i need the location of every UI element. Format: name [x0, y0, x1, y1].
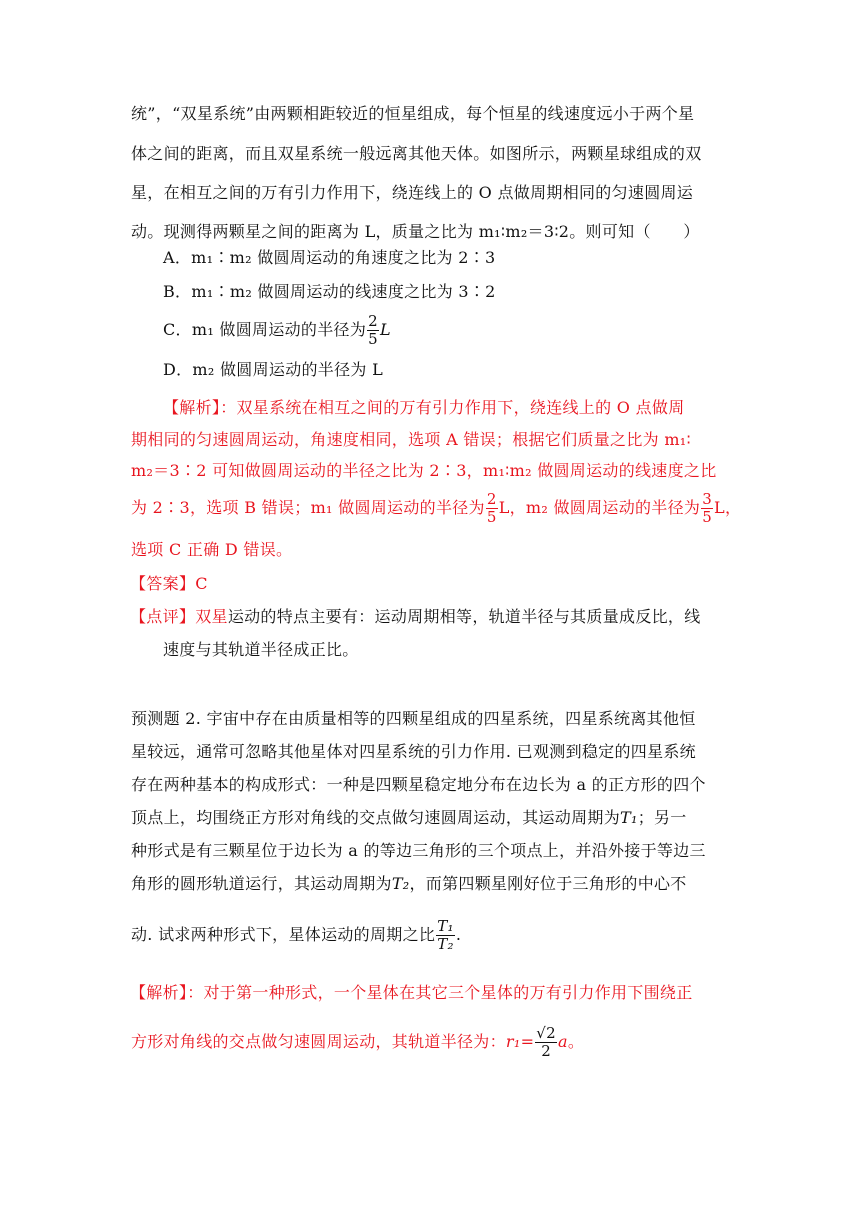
q2-line-6 — [131, 874, 731, 894]
q2-text: ；另一 — [637, 808, 687, 827]
analysis-text: L， — [714, 498, 742, 517]
q2-analysis-line-1: 【解析】：对于第一种形式，一个星体在其它三个星体的万有引力作用下围绕正 — [130, 983, 693, 1002]
answer-value: C — [195, 574, 208, 593]
q1-answer — [130, 574, 730, 594]
fraction-numerator: 3 — [702, 490, 713, 508]
q1-stem-line-3: 星，在相互之间的万有引力作用下，绕连线上的 O 点做周期相同的匀速圆周运 — [131, 183, 694, 202]
q2-line-3: 存在两种基本的构成形式：一种是四颗星稳定地分布在边长为 a 的正方形的四个 — [131, 775, 706, 794]
q2-analysis-line-2 — [131, 1016, 731, 1068]
fraction-denominator: 5 — [368, 330, 378, 348]
review-highlight: 双星 — [195, 607, 228, 626]
fraction-numerator: T₁ — [437, 917, 454, 935]
fraction-sqrt2-over-2 — [535, 1025, 557, 1060]
fraction-denominator: T₂ — [437, 935, 454, 953]
q1-review-line-1 — [130, 607, 730, 627]
analysis-text: L，m₂ 做圆周运动的半径为 — [498, 498, 701, 517]
answer-label: 【答案】 — [130, 574, 196, 593]
q1-stem-line-4: 动。现测得两颗星之间的距离为 L，质量之比为 m₁∶m₂＝3∶2。则可知（ ） — [131, 222, 700, 241]
q1-option-a: A．m₁∶m₂ 做圆周运动的角速度之比为 2∶3 — [163, 248, 496, 267]
q2-line-7 — [131, 912, 731, 958]
q2-line-5: 种形式是有三颗星位于边长为 a 的等边三角形的三个项点上，并沿外接于等边三 — [131, 841, 706, 860]
fraction-denominator: 5 — [486, 508, 497, 526]
review-text: 运动的特点主要有：运动周期相等，轨道半径与其质量成反比，线 — [227, 607, 701, 626]
q2-text: . — [455, 925, 462, 944]
option-c-text: C．m₁ 做圆周运动的半径为 — [163, 320, 367, 339]
fraction-three-fifths — [701, 491, 713, 526]
analysis-text: 方形对角线的交点做匀速圆周运动，其轨道半径为： — [131, 1032, 506, 1051]
fraction-denominator: 2 — [541, 1042, 552, 1060]
q2-text: 顶点上，均围绕正方形对角线的交点做匀速圆周运动，其运动周期为 — [131, 808, 621, 827]
fraction-two-fifths — [367, 313, 379, 348]
fraction-numerator: 2 — [368, 312, 378, 330]
review-label: 【点评】 — [130, 607, 196, 626]
q1-stem-line-2: 体之间的距离，而且双星系统一般远离其他天体。如图所示，两颗星球组成的双 — [131, 144, 702, 163]
q1-analysis-line-2: 期相同的匀速圆周运动，角速度相同，选项 A 错误；根据它们质量之比为 m₁∶ — [131, 430, 691, 449]
fraction-two-fifths — [486, 491, 498, 526]
q2-line-4 — [131, 808, 731, 828]
analysis-text: 为 2∶3，选项 B 错误；m₁ 做圆周运动的半径为 — [131, 498, 485, 517]
q1-analysis-line-1: 【解析】：双星系统在相互之间的万有引力作用下，绕连线上的 O 点做周 — [163, 398, 685, 417]
q2-text: ，而第四颗星刚好位于三角形的中心不 — [409, 874, 687, 893]
radius-r1: r₁= — [505, 1032, 535, 1051]
q1-analysis-line-4 — [131, 490, 742, 526]
q2-text: 角形的圆形轨道运行，其运动周期为 — [131, 874, 392, 893]
q1-option-c — [163, 313, 763, 348]
fraction-numerator: 2 — [486, 490, 497, 508]
q1-option-d: D．m₂ 做圆周运动的半径为 L — [163, 360, 384, 379]
period-t1: T₁ — [620, 808, 638, 827]
q2-line-2: 星较远，通常可忽略其他星体对四星系统的引力作用. 已观测到稳定的四星系统 — [131, 742, 696, 761]
q1-analysis-line-5: 选项 C 正确 D 错误。 — [131, 540, 293, 559]
q1-analysis-line-3: m₂＝3∶2 可知做圆周运动的半径之比为 2∶3，m₁∶m₂ 做圆周运动的线速度之比 — [131, 461, 717, 480]
q2-text: 动. 试求两种形式下，星体运动的周期之比 — [131, 925, 436, 944]
variable-l: L — [379, 320, 391, 339]
analysis-text: 。 — [567, 1032, 585, 1051]
q1-stem-line-1: 统”，“双星系统”由两颗相距较近的恒星组成，每个恒星的线速度远小于两个星 — [131, 104, 695, 123]
q1-review-line-2: 速度与其轨道半径成正比。 — [163, 640, 359, 659]
q1-option-b: B．m₁∶m₂ 做圆周运动的线速度之比为 3∶2 — [163, 282, 496, 301]
fraction-numerator: √2 — [536, 1024, 556, 1042]
q2-line-1: 预测题 2. 宇宙中存在由质量相等的四颗星组成的四星系统，四星系统离其他恒 — [131, 709, 696, 728]
fraction-period-ratio — [436, 918, 455, 953]
fraction-denominator: 5 — [702, 508, 713, 526]
variable-a: a — [557, 1032, 568, 1051]
period-t2: T₂ — [391, 874, 410, 893]
